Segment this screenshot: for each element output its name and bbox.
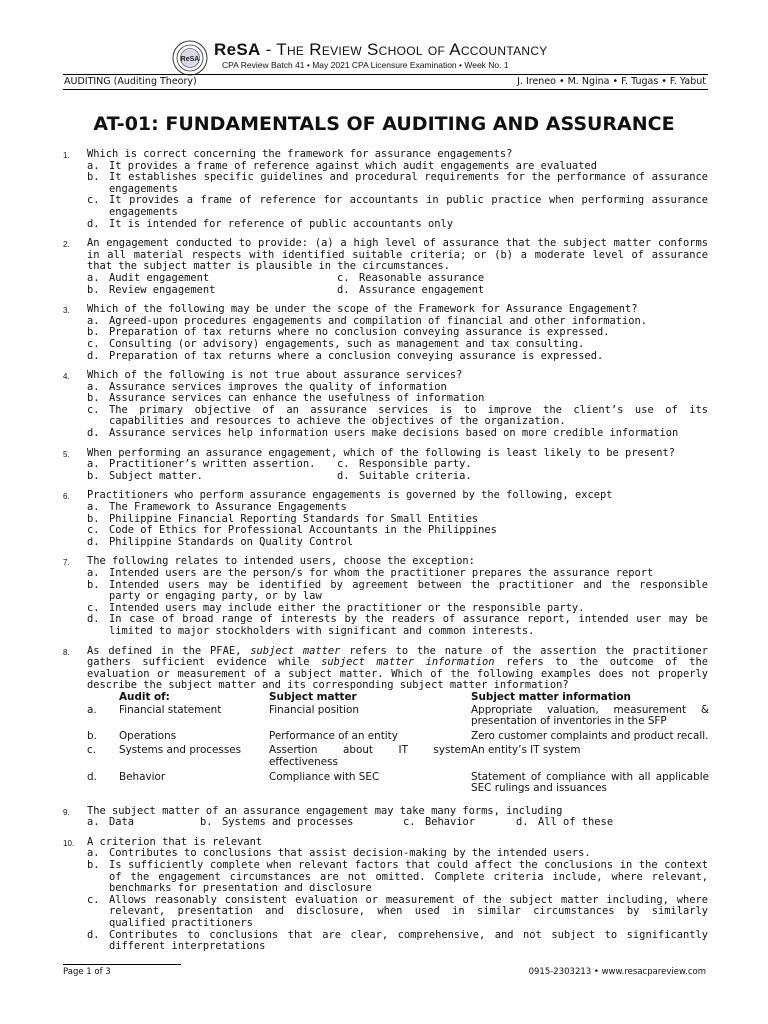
document-title: AT-01: FUNDAMENTALS OF AUDITING AND ASSURANCE <box>93 113 675 135</box>
option-a: a. Agreed-upon procedures engagements and compilation of financial and other information. <box>87 314 647 327</box>
header-bottom-rule <box>63 89 708 90</box>
question-number: 9. <box>63 807 70 817</box>
table-row: b. Operations Performance of an entity Zero customer complaints and product recall. <box>87 729 709 742</box>
option-b: b. Subject matter. <box>87 469 203 482</box>
question-5 <box>63 448 708 483</box>
question-stem: An engagement conducted to provide: (a) a high level of assurance that the subject matter conforms in all material respects with identified suitable criteria; or (b) a moderate level of assurance that the subject matter is plausible in the circumstances. <box>87 237 708 273</box>
col-header-audit: Audit of: <box>119 690 170 703</box>
question-number: 3. <box>63 306 70 316</box>
option-c: c. Consulting (or advisory) engagements, such as management and tax consulting. <box>87 337 585 350</box>
option-c: c. The primary objective of an assurance services is to improve the client’s use of its capabilities and resources to achieve the objectives of the organization. <box>87 403 708 428</box>
option-d: d. Suitable criteria. <box>337 469 472 482</box>
option-b: b. It establishes specific guidelines and procedural requirements for the performance of assurance engagements <box>87 171 708 195</box>
col-header-info: Subject matter information <box>471 690 631 703</box>
options-row <box>87 817 708 829</box>
option-d: d. In case of broad range of interests by the readers of assurance report, intended user may be limited to major stockholders with significant and common interests. <box>87 613 708 637</box>
question-stem: A criterion that is relevant <box>87 835 263 848</box>
footer-contact: 0915-2303213 • www.resacpareview.com <box>528 967 706 977</box>
options-row <box>87 285 708 297</box>
resa-logo-icon <box>172 40 208 76</box>
options-row <box>87 471 708 483</box>
question-number: 7. <box>63 558 70 568</box>
option-c: c. Intended users may include either the practitioner or the responsible party. <box>87 601 585 614</box>
question-stem: Practitioners who perform assurance engagements is governed by the following, except <box>87 489 613 502</box>
header-top-rule <box>63 74 708 75</box>
option-a: a. Practitioner’s written assertion. <box>87 458 316 471</box>
batch-subtitle: CPA Review Batch 41 • May 2021 CPA Licensure Examination • Week No. 1 <box>222 60 509 70</box>
svg-text:ReSA: ReSA <box>180 56 200 63</box>
option-a: a. Audit engagement <box>87 271 210 284</box>
question-stem: As defined in the PFAE, subject matter refers to the nature of the assertion the practitioner gathers sufficient evidence while subject matter information refers to the outcome of the evaluation or measurement of a subject matter. Which of the following examples does not properly describe the subject matter and its corresponding subject matter information? <box>87 644 708 692</box>
option-b: b. Systems and processes <box>200 816 354 829</box>
option-d: d. Contributes to conclusions that are clear, comprehensive, and not subject to significantly different interpretations <box>87 928 708 953</box>
question-stem: The subject matter of an assurance engagement may take many forms, including <box>87 804 563 817</box>
question-6 <box>63 490 708 548</box>
page-number: Page 1 of 3 <box>63 967 111 977</box>
question-3 <box>63 304 708 362</box>
option-b: b. Preparation of tax returns where no conclusion conveying assurance is expressed. <box>87 326 610 339</box>
question-list <box>63 149 708 961</box>
option-a: a. Data <box>87 816 135 829</box>
option-a: a. Intended users are the person/s for whom the practitioner prepares the assurance report <box>87 567 654 579</box>
question-stem: The following relates to intended users, choose the exception: <box>87 555 475 568</box>
question-8 <box>63 646 708 798</box>
brand-rest: - The Review School of Accountancy <box>260 40 548 59</box>
col-header-subject: Subject matter <box>269 690 357 703</box>
table-row: a. Financial statement Financial position Appropriate valuation, measurement & presentation of inventories in the SFP <box>87 703 709 728</box>
question-4 <box>63 370 708 440</box>
table-row: c. Systems and processes Assertion about IT system effectiveness An entity’s IT system <box>87 744 581 768</box>
question-number: 1. <box>63 151 70 160</box>
option-c: c. Code of Ethics for Professional Accountants in the Philippines <box>87 524 497 537</box>
school-name <box>214 40 548 60</box>
footer-rule <box>63 964 181 965</box>
subject-matter-table <box>87 692 709 798</box>
option-a: a. Assurance services improves the quality of information <box>87 380 447 393</box>
option-c: c. Responsible party. <box>337 458 472 471</box>
question-7 <box>63 556 708 637</box>
question-stem: Which of the following may be under the scope of the Framework for Assurance Engagement? <box>87 303 638 316</box>
question-stem: Which of the following is not true about assurance services? <box>87 369 463 382</box>
question-2 <box>63 238 708 296</box>
question-9 <box>63 806 708 829</box>
brand-bold: ReSA <box>214 40 261 59</box>
option-b: b. Assurance services can enhance the usefulness of information <box>87 392 485 405</box>
question-number: 8. <box>63 647 70 657</box>
table-row: d. Behavior Compliance with SEC Statement of compliance with all applicable SEC rulings and issuances <box>87 770 709 795</box>
option-c: c. Behavior <box>403 816 476 829</box>
option-b: b. Is sufficiently complete when relevant factors that could affect the conclusions in the context of the engagement circumstances are not omitted. Complete criteria include, where relevant, benchmarks for presentation and disclosure <box>87 859 708 895</box>
table-header-row <box>87 692 709 705</box>
option-d: d. Assurance services help information users make decisions based on more credible information <box>87 427 679 440</box>
question-1 <box>63 149 708 230</box>
option-d: d. Philippine Standards on Quality Control <box>87 535 353 548</box>
option-c: c. It provides a frame of reference for accountants in public practice when performing assurance engagements <box>87 194 708 218</box>
option-b: b. Review engagement <box>87 283 216 296</box>
option-d: d. Preparation of tax returns where a conclusion conveying assurance is expressed. <box>87 349 604 362</box>
question-number: 6. <box>63 492 70 502</box>
question-number: 2. <box>63 240 70 250</box>
option-b: b. Philippine Financial Reporting Standards for Small Entities <box>87 512 479 525</box>
option-d: d. Assurance engagement <box>337 283 485 296</box>
question-stem: When performing an assurance engagement, which of the following is least likely to be present? <box>87 446 676 459</box>
question-10 <box>63 837 708 953</box>
question-stem: Which is correct concerning the framework for assurance engagements? <box>87 148 513 160</box>
option-b: b. Intended users may be identified by agreement between the practitioner and the responsible party or engaging party, or by law <box>87 578 708 603</box>
option-d: d. It is intended for reference of public accountants only <box>87 217 454 230</box>
option-c: c. Reasonable assurance <box>337 271 485 284</box>
option-d: d. All of these <box>516 816 614 829</box>
question-number: 10. <box>63 838 75 848</box>
course-name: AUDITING (Auditing Theory) <box>64 76 197 87</box>
question-number: 5. <box>63 449 70 459</box>
question-number: 4. <box>63 372 70 382</box>
option-c: c. Allows reasonably consistent evaluation or measurement of the subject matter including, where relevant, presentation and disclosure, when used in similar circumstances by similarly qualified practitioners <box>87 893 708 930</box>
option-a: a. The Framework to Assurance Engagements <box>87 501 347 514</box>
authors: J. Ireneo • M. Ngina • F. Tugas • F. Yabut <box>517 76 706 87</box>
option-a: a. Contributes to conclusions that assist decision-making by the intended users. <box>87 847 591 860</box>
option-a: a. It provides a frame of reference against which audit engagements are evaluated <box>87 159 597 172</box>
